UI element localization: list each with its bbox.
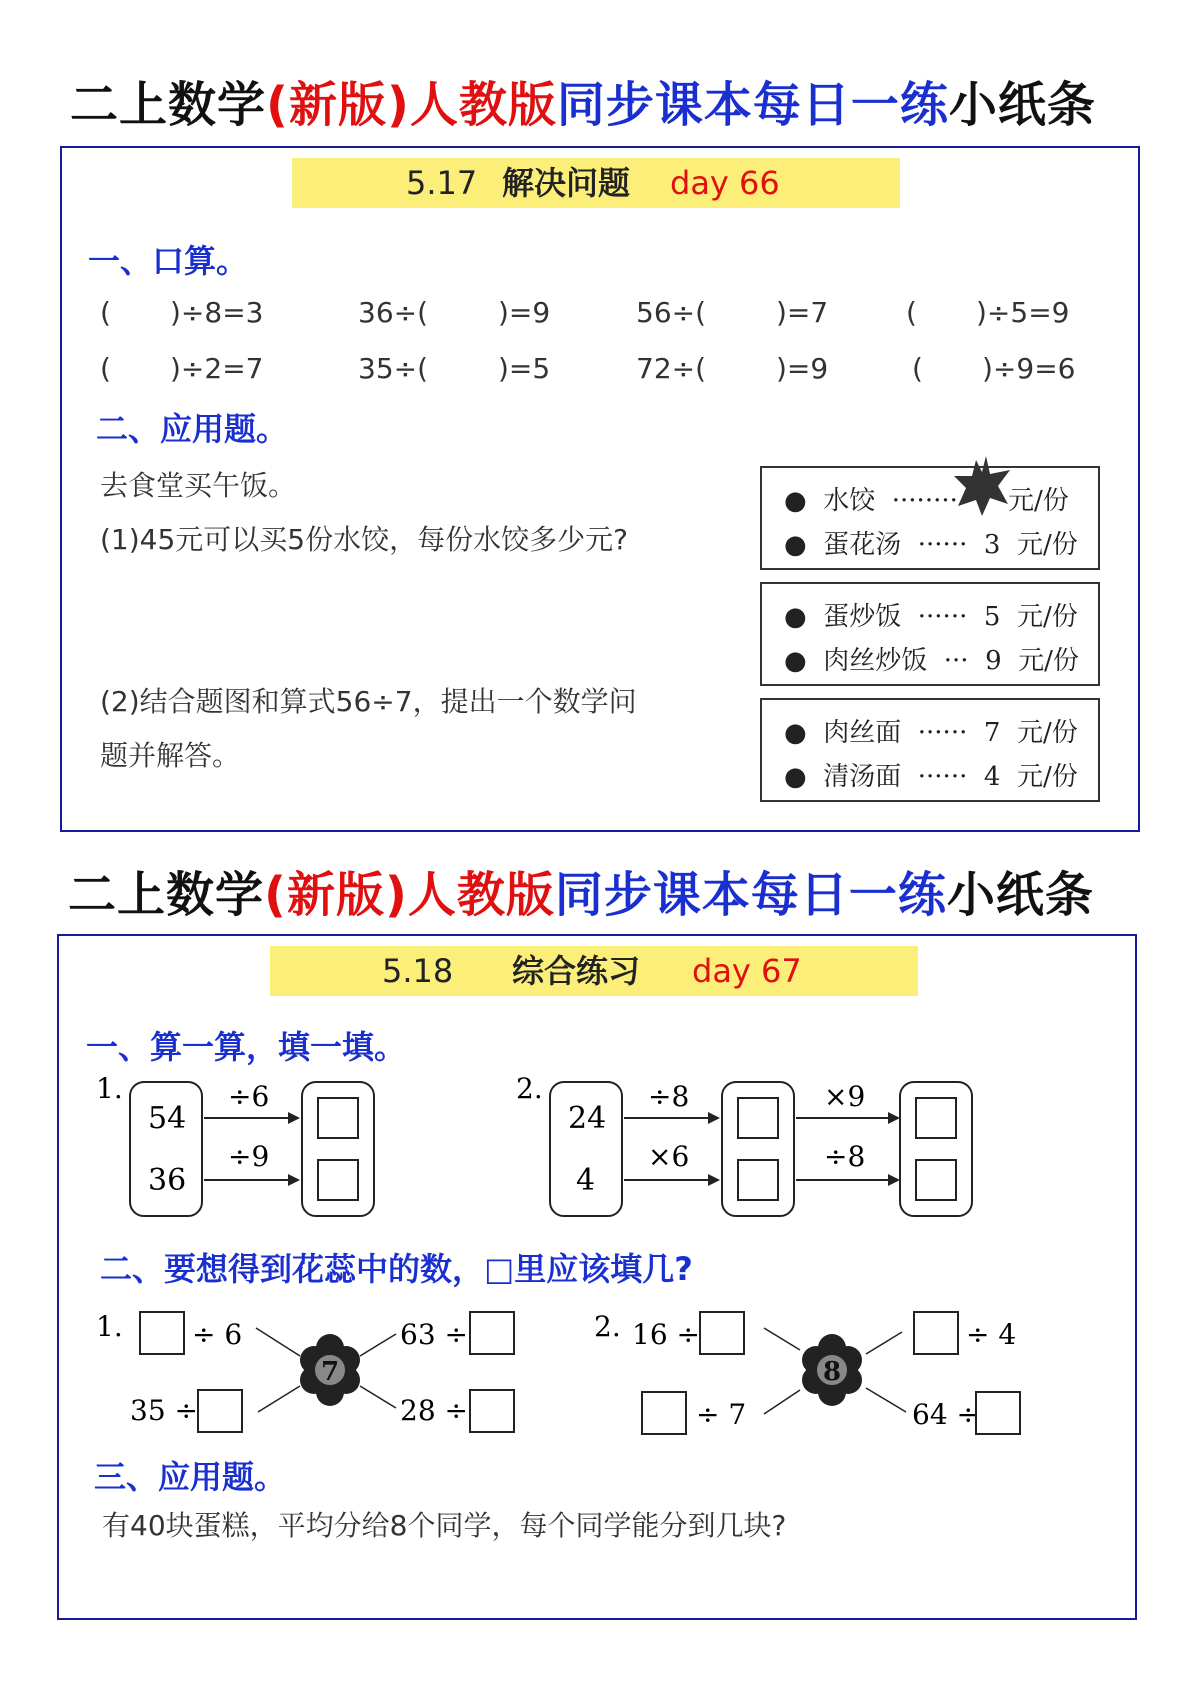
connector-line <box>866 1332 902 1354</box>
answer-box[interactable] <box>470 1312 514 1354</box>
menu-item <box>784 712 1078 749</box>
answer-group-box <box>722 1082 794 1216</box>
day66-banner <box>292 158 900 208</box>
calc-cell: ( <box>912 352 923 385</box>
menu-item-unit: 元/份 <box>1016 602 1078 632</box>
answer-box[interactable] <box>700 1312 744 1354</box>
answer-box[interactable] <box>738 1160 778 1200</box>
star-blot-icon <box>952 454 1012 518</box>
arrow-head-icon <box>888 1174 900 1186</box>
connector-line <box>256 1328 300 1356</box>
connector-line <box>258 1386 300 1412</box>
answer-box[interactable] <box>738 1098 778 1138</box>
operation-label: ÷6 <box>228 1080 270 1113</box>
day67-date: 5.18 <box>382 952 454 990</box>
arrow-head-icon <box>708 1174 720 1186</box>
equation-part: 63 ÷ <box>400 1318 468 1351</box>
bullet-icon: ● <box>784 486 807 516</box>
flower-problems <box>0 1300 1191 1450</box>
flower-center-number: 7 <box>320 1357 340 1387</box>
calc-cell: 72÷( <box>636 352 707 385</box>
day66-date: 5.17 <box>406 164 478 202</box>
day66-day: day 66 <box>670 164 780 202</box>
operation-label: ÷8 <box>648 1080 690 1113</box>
bullet-icon: ● <box>784 602 807 632</box>
calc-cell: ( <box>906 296 917 329</box>
calc-cell: )=9 <box>776 352 829 385</box>
calc-cell: ( <box>100 296 111 329</box>
menu-box <box>760 466 1100 570</box>
connector-line <box>360 1334 396 1356</box>
menu-item-name: 水饺 <box>823 486 876 516</box>
menu-item <box>784 640 1079 677</box>
arrow-head-icon <box>708 1112 720 1124</box>
menu-item-name: 清汤面 <box>823 762 902 792</box>
answer-box[interactable] <box>916 1098 956 1138</box>
day66-section1-title: 一、口算。 <box>88 242 249 280</box>
calc-cell: )÷8=3 <box>170 296 264 329</box>
day67-question: 有40块蛋糕，平均分给8个同学，每个同学能分到几块? <box>102 1509 787 1542</box>
menu-item-dots: ········ <box>891 486 958 516</box>
day67-topic: 综合练习 <box>512 952 641 990</box>
arrow-head-icon <box>288 1112 300 1124</box>
operation-label: ×6 <box>648 1140 690 1173</box>
menu-item-dots: ······ <box>917 762 968 792</box>
answer-box[interactable] <box>916 1160 956 1200</box>
answer-box[interactable] <box>470 1390 514 1432</box>
menu-item-unit: 元/份 <box>1016 530 1078 560</box>
menu-item-name: 蛋炒饭 <box>823 602 902 632</box>
bullet-icon: ● <box>784 646 807 676</box>
day66-intro: 去食堂买午饭。 <box>100 469 297 502</box>
answer-box[interactable] <box>318 1160 358 1200</box>
arrow-problem-1 <box>0 1070 1191 1250</box>
menu-item-price: 4 <box>983 762 1001 792</box>
menu-item-unit: 元/份 <box>1018 646 1079 676</box>
menu-item-dots: ······ <box>917 530 968 560</box>
menu-item-dots: ······ <box>917 602 968 632</box>
problem-label: 1. <box>96 1310 123 1343</box>
menu-item-price: 7 <box>983 718 1001 748</box>
menu-box <box>760 582 1100 686</box>
day67-banner <box>270 946 918 996</box>
menu-item-dots: ······ <box>917 718 968 748</box>
calc-cell: 56÷( <box>636 296 707 329</box>
menu-item-unit: 元/份 <box>1016 718 1078 748</box>
equation-part: 16 ÷ <box>632 1318 700 1351</box>
menu-item-price: 5 <box>983 602 1001 632</box>
problem-label: 2. <box>516 1072 543 1105</box>
menu-item-unit: 元/份 <box>1016 762 1078 792</box>
calc-cell: 35÷( <box>358 352 429 385</box>
answer-box[interactable] <box>976 1392 1020 1434</box>
day67-day: day 67 <box>692 952 802 990</box>
menu-item-price: 9 <box>985 646 1002 676</box>
answer-box[interactable] <box>642 1392 686 1434</box>
menu-item <box>784 756 1078 793</box>
answer-box[interactable] <box>914 1312 958 1354</box>
menu-item-name: 肉丝面 <box>823 718 902 748</box>
operation-label: ÷8 <box>824 1140 866 1173</box>
arrow-head-icon <box>888 1112 900 1124</box>
answer-box[interactable] <box>318 1098 358 1138</box>
arrow-head-icon <box>288 1174 300 1186</box>
calc-cell: )÷9=6 <box>982 352 1076 385</box>
equation-part: ÷ 4 <box>966 1318 1017 1351</box>
number: 24 <box>568 1101 607 1136</box>
bullet-icon: ● <box>784 762 807 792</box>
day67-section2-title: 二、要想得到花蕊中的数，□里应该填几? <box>100 1250 693 1288</box>
calc-cell: )÷2=7 <box>170 352 264 385</box>
day67-section3-title: 三、应用题。 <box>94 1458 287 1496</box>
day66-question1: (1)45元可以买5份水饺，每份水饺多少元? <box>100 523 628 556</box>
day66-question2: (2)结合题图和算式56÷7，提出一个数学问 <box>100 685 637 718</box>
calc-cell: )=7 <box>776 296 829 329</box>
menu-item-name: 蛋花汤 <box>823 530 902 560</box>
calc-cell: 36÷( <box>358 296 429 329</box>
operation-label: ÷9 <box>228 1140 270 1173</box>
menu-item-dots: ··· <box>943 646 969 676</box>
day66-question2: 题并解答。 <box>100 739 241 772</box>
page-heading-top: 二上数学(新版)人教版同步课本每日一练小纸条 <box>70 77 1096 133</box>
answer-box[interactable] <box>140 1312 184 1354</box>
problem-label: 2. <box>594 1310 621 1343</box>
number: 54 <box>148 1101 187 1136</box>
connector-line <box>866 1388 906 1412</box>
menu-item-price: 3 <box>983 530 1001 560</box>
equation-part: 64 ÷ <box>912 1398 980 1431</box>
calc-cell: ( <box>100 352 111 385</box>
connector-line <box>764 1328 800 1350</box>
equation-part: ÷ 7 <box>696 1398 747 1431</box>
day67-section1-title: 一、算一算，填一填。 <box>86 1028 407 1066</box>
connector-line <box>764 1390 800 1414</box>
answer-box[interactable] <box>198 1390 242 1432</box>
flower-center-number: 8 <box>822 1357 842 1387</box>
calc-cell: )=5 <box>498 352 551 385</box>
equation-part: 28 ÷ <box>400 1394 468 1427</box>
menu-item <box>784 524 1078 561</box>
number: 36 <box>148 1163 187 1198</box>
equation-part: ÷ 6 <box>192 1318 243 1351</box>
menu-item <box>784 480 958 517</box>
answer-group-box <box>900 1082 972 1216</box>
equation-part: 35 ÷ <box>130 1394 198 1427</box>
problem-label: 1. <box>96 1072 123 1105</box>
connector-line <box>360 1386 396 1408</box>
number: 4 <box>576 1163 596 1198</box>
menu-item-unit: 元/份 <box>1008 486 1069 516</box>
answer-group-box <box>302 1082 374 1216</box>
day66-topic: 解决问题 <box>502 164 631 202</box>
calc-cell: )=9 <box>498 296 551 329</box>
bullet-icon: ● <box>784 530 807 560</box>
menu-item <box>784 596 1078 633</box>
calc-cell: )÷5=9 <box>976 296 1070 329</box>
page-heading-bottom: 二上数学(新版)人教版同步课本每日一练小纸条 <box>68 867 1094 923</box>
bullet-icon: ● <box>784 718 807 748</box>
menu-box <box>760 698 1100 802</box>
menu-item-name: 肉丝炒饭 <box>823 646 928 676</box>
day66-section2-title: 二、应用题。 <box>96 410 289 448</box>
operation-label: ×9 <box>824 1080 866 1113</box>
